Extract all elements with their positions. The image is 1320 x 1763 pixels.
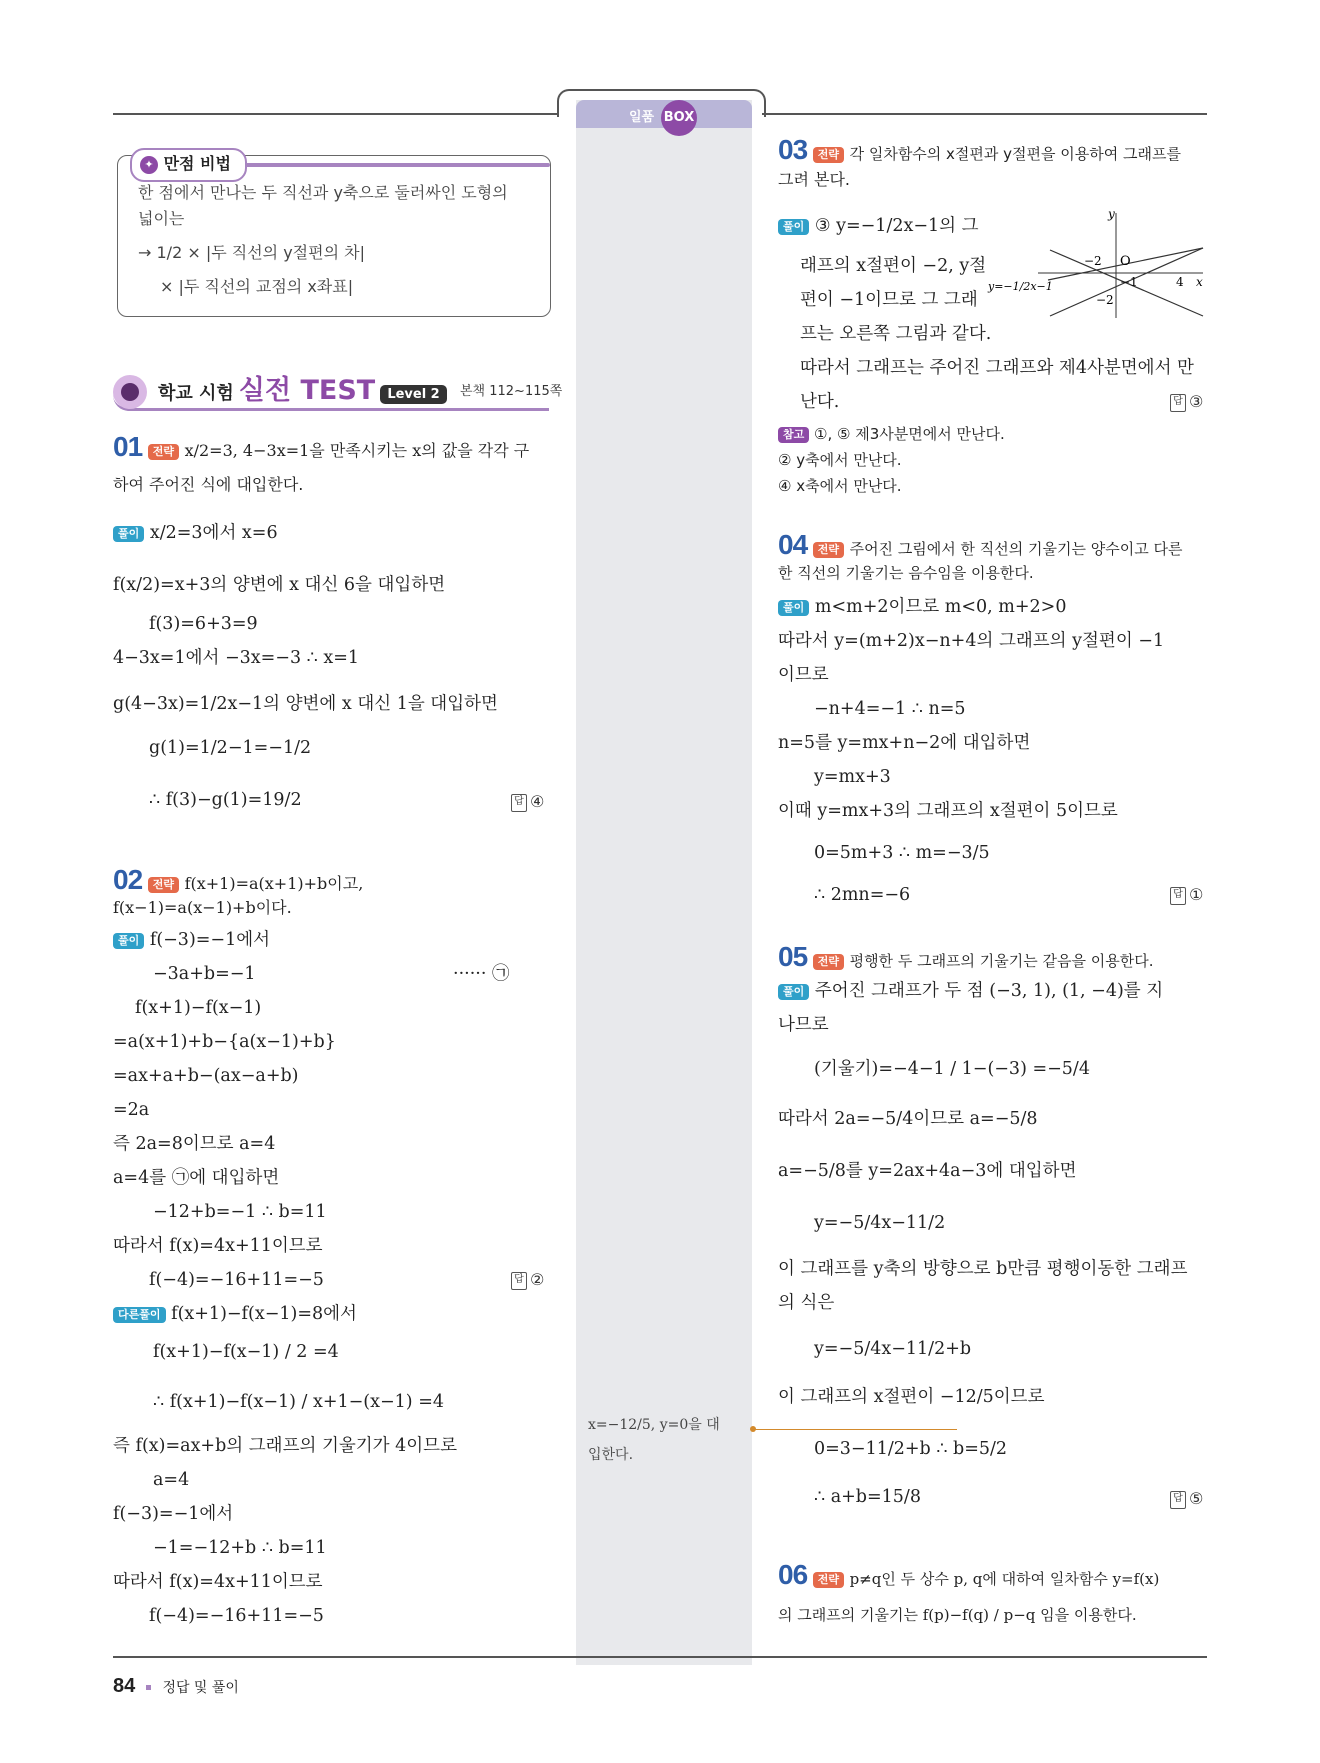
q01-strategy2: 하여 주어진 식에 대입한다. (113, 475, 304, 494)
q02-line: f(x+1)−f(x−1) (135, 998, 262, 1018)
box-label: 일품 (629, 110, 655, 125)
top-rule (113, 113, 557, 115)
q02-line: =2a (113, 1100, 150, 1120)
note-tag: 참고 (778, 427, 809, 443)
q03-line: 편이 −1이므로 그 그래 (800, 290, 978, 310)
q01-answer (511, 790, 544, 814)
bulb-icon: ✦ (140, 156, 158, 174)
q03-note: ①, ⑤ 제3사분면에서 만난다. (814, 425, 1005, 443)
q05-line: y=−5/4x−11/2 (814, 1213, 946, 1233)
q01-strategy: x/2=3, 4−3x=1을 만족시키는 x의 값을 각각 구 (184, 441, 530, 460)
q04-strategy: 주어진 그림에서 한 직선의 기울기는 양수이고 다른 (849, 540, 1183, 558)
q05-line: 의 식은 (778, 1293, 835, 1313)
solution-tag: 풀이 (778, 600, 809, 616)
answer-icon: 답 (1170, 887, 1186, 905)
q04-line: −n+4=−1 ∴ n=5 (814, 699, 966, 719)
q04-answer (1170, 883, 1203, 907)
q02 (113, 864, 553, 1658)
q01-line: x/2=3에서 x=6 (149, 523, 278, 543)
alt-solution-tag: 다른풀이 (113, 1307, 166, 1323)
q05-answer (1170, 1487, 1203, 1511)
q01-answer-value: ④ (530, 792, 545, 811)
strategy-tag: 전략 (148, 877, 179, 893)
tip-line: × |두 직선의 교점의 x좌표| (160, 277, 354, 296)
q05-answer-value: ⑤ (1189, 1489, 1204, 1508)
graph-label-equation: y=−1/2x−1 (988, 280, 1053, 293)
footer-rule (113, 1656, 1207, 1658)
footer (113, 1675, 239, 1698)
tip-line: 한 점에서 만나는 두 직선과 y축으로 둘러싸인 도형의 (138, 183, 508, 202)
q02-line: =ax+a+b−(ax−a+b) (113, 1066, 299, 1086)
answer-icon: 답 (511, 794, 527, 812)
q04 (778, 529, 1208, 905)
q02-line: =a(x+1)+b−{a(x−1)+b} (113, 1032, 336, 1052)
q04-strategy2: 한 직선의 기울기는 음수임을 이용한다. (778, 564, 1034, 582)
footer-bullet (146, 1685, 151, 1690)
q03-strategy: 각 일차함수의 x절편과 y절편을 이용하여 그래프를 (849, 145, 1181, 163)
q02-marker: ······ ㉠ (453, 964, 510, 984)
section-title-prefix: 학교 시험 (158, 383, 234, 404)
middle-note-line: 입한다. (588, 1447, 634, 1463)
q05-line: 나므로 (778, 1015, 829, 1035)
q05-line: 주어진 그래프가 두 점 (−3, 1), (1, −4)를 지 (814, 981, 1164, 1001)
tip-title (130, 148, 247, 182)
q02-alt-line: 따라서 f(x)=4x+11이므로 (113, 1572, 323, 1592)
q02-alt-line: ∴ f(x+1)−f(x−1) / x+1−(x−1) =4 (153, 1392, 444, 1412)
q04-line: 따라서 y=(m+2)x−n+4의 그래프의 y절편이 −1 (778, 631, 1165, 651)
strategy-tag: 전략 (813, 147, 844, 163)
q02-alt-line: −1=−12+b ∴ b=11 (153, 1538, 327, 1558)
q05-strategy: 평행한 두 그래프의 기울기는 같음을 이용한다. (849, 952, 1154, 970)
q02-alt-line: a=4 (153, 1470, 190, 1490)
q03-strategy2: 그려 본다. (778, 170, 850, 189)
q06-number: 06 (778, 1559, 808, 1590)
solution-tag: 풀이 (113, 933, 144, 949)
q04-line: ∴ 2mn=−6 (814, 885, 911, 905)
strategy-tag: 전략 (813, 954, 844, 970)
q02-answer (511, 1268, 544, 1292)
section-circle-icon (113, 375, 147, 409)
solution-tag: 풀이 (113, 526, 144, 542)
footer-label: 정답 및 풀이 (162, 1680, 239, 1696)
q03-number: 03 (778, 134, 808, 165)
q04-number: 04 (778, 529, 808, 560)
q04-line: 0=5m+3 ∴ m=−3/5 (814, 843, 990, 863)
q01-number: 01 (113, 431, 143, 462)
tip-title-text: 만점 비법 (163, 154, 231, 173)
q04-line: n=5를 y=mx+n−2에 대입하면 (778, 733, 1031, 753)
q05-line: 이 그래프의 x절편이 −12/5이므로 (778, 1387, 1045, 1407)
q03-line: 난다. (800, 392, 840, 412)
section-title-main: 실전 TEST (238, 375, 376, 406)
q02-line: 즉 2a=8이므로 a=4 (113, 1134, 276, 1154)
q01-line: ∴ f(3)−g(1)=19/2 (149, 790, 302, 810)
q03-answer-value: ③ (1189, 392, 1204, 411)
middle-note-line: x=−12/5, y=0을 대 (588, 1417, 720, 1433)
q02-strategy: f(x+1)=a(x+1)+b이고, (184, 874, 364, 893)
tip-line: 넓이는 (138, 209, 185, 228)
q02-line: f(−3)=−1에서 (149, 930, 271, 950)
q02-alt-line: 즉 f(x)=ax+b의 그래프의 기울기가 4이므로 (113, 1436, 457, 1456)
q05-line: y=−5/4x−11/2+b (814, 1339, 972, 1359)
graph-label-y-minus2: −2 (1096, 293, 1114, 307)
tip-box-top-accent (235, 163, 550, 167)
q01 (113, 431, 553, 815)
q06-strategy2: 의 그래프의 기울기는 f(p)−f(q) / p−q 임을 이용한다. (778, 1606, 1137, 1624)
section-ref: 본책 112~115쪽 (460, 384, 563, 399)
answer-icon: 답 (511, 1272, 527, 1290)
q05-line: a=−5/8를 y=2ax+4a−3에 대입하면 (778, 1161, 1077, 1181)
q02-alt-line: f(−3)=−1에서 (113, 1504, 234, 1524)
q02-line: 따라서 f(x)=4x+11이므로 (113, 1236, 323, 1256)
q03-note: ② y축에서 만난다. (778, 451, 902, 469)
q05-line: ∴ a+b=15/8 (814, 1487, 921, 1507)
q06-strategy: p≠q인 두 상수 p, q에 대하여 일차함수 y=f(x) (849, 1570, 1160, 1588)
connector-dot (750, 1426, 756, 1432)
q01-line: f(3)=6+3=9 (149, 614, 258, 634)
answer-icon: 답 (1170, 1491, 1186, 1509)
q03 (778, 134, 1208, 508)
box-label-bar (576, 100, 752, 128)
q05-line: 0=3−11/2+b ∴ b=5/2 (814, 1439, 1008, 1459)
q03-answer (1170, 390, 1203, 414)
q03-line: 따라서 그래프는 주어진 그래프와 제4사분면에서 만 (800, 358, 1194, 378)
answer-icon: 답 (1170, 394, 1186, 412)
q05 (778, 941, 1208, 1525)
q03-note: ④ x축에서 만난다. (778, 477, 902, 495)
section-title (158, 368, 447, 407)
q03-line: 래프의 x절편이 −2, y절 (800, 256, 987, 276)
q06 (778, 1559, 1208, 1643)
middle-note (588, 1410, 750, 1470)
q05-line: (기울기)=−4−1 / 1−(−3) =−5/4 (814, 1059, 1090, 1079)
graph-label-y: y (1108, 207, 1115, 221)
q03-line: ③ y=−1/2x−1의 그 (814, 216, 979, 236)
q03-line: 프는 오른쪽 그림과 같다. (800, 324, 992, 344)
q02-answer-value: ② (530, 1270, 545, 1289)
q02-line: f(−4)=−16+11=−5 (149, 1270, 324, 1290)
q02-number: 02 (113, 864, 143, 895)
level-badge: Level 2 (380, 385, 446, 404)
q01-line: f(x/2)=x+3의 양변에 x 대신 6을 대입하면 (113, 575, 446, 595)
q02-alt-line: f(x+1)−f(x−1) / 2 =4 (153, 1342, 339, 1362)
graph-label-y-minus1: −1 (1120, 275, 1138, 289)
q04-line: 이므로 (778, 665, 829, 685)
q05-number: 05 (778, 941, 808, 972)
q01-line: 4−3x=1에서 −3x=−3 ∴ x=1 (113, 648, 360, 668)
q02-line: −3a+b=−1 (153, 964, 256, 984)
strategy-tag: 전략 (813, 542, 844, 558)
graph-label-4: 4 (1176, 275, 1184, 289)
q05-line: 따라서 2a=−5/4이므로 a=−5/8 (778, 1109, 1038, 1129)
q04-answer-value: ① (1189, 885, 1204, 904)
q04-line: m<m+2이므로 m<0, m+2>0 (814, 597, 1067, 617)
box-badge: BOX (661, 100, 697, 136)
tip-body (138, 180, 538, 300)
graph-label-x-intercept: −2 (1084, 254, 1102, 268)
q02-strategy2: f(x−1)=a(x−1)+b이다. (113, 898, 292, 917)
graph-label-o: O (1120, 254, 1131, 269)
q02-line: a=4를 ㉠에 대입하면 (113, 1168, 280, 1188)
solution-tag: 풀이 (778, 984, 809, 1000)
top-rule-right (762, 113, 1207, 115)
q04-line: y=mx+3 (814, 767, 891, 787)
q01-line: g(1)=1/2−1=−1/2 (149, 738, 312, 758)
q02-line: −12+b=−1 ∴ b=11 (153, 1202, 327, 1222)
solution-tag: 풀이 (778, 219, 809, 235)
q02-alt-line: f(−4)=−16+11=−5 (149, 1606, 324, 1626)
strategy-tag: 전략 (813, 1572, 844, 1588)
q02-alt-line: f(x+1)−f(x−1)=8에서 (171, 1304, 357, 1324)
q03-graph (988, 207, 1208, 318)
page-number: 84 (113, 1675, 136, 1697)
q04-line: 이때 y=mx+3의 그래프의 x절편이 5이므로 (778, 801, 1118, 821)
q01-line: g(4−3x)=1/2x−1의 양변에 x 대신 1을 대입하면 (113, 694, 498, 714)
q05-line: 이 그래프를 y축의 방향으로 b만큼 평행이동한 그래프 (778, 1259, 1188, 1279)
graph-label-x: x (1196, 275, 1203, 289)
strategy-tag: 전략 (148, 444, 179, 460)
tip-line: → 1/2 × |두 직선의 y절편의 차| (138, 243, 365, 262)
